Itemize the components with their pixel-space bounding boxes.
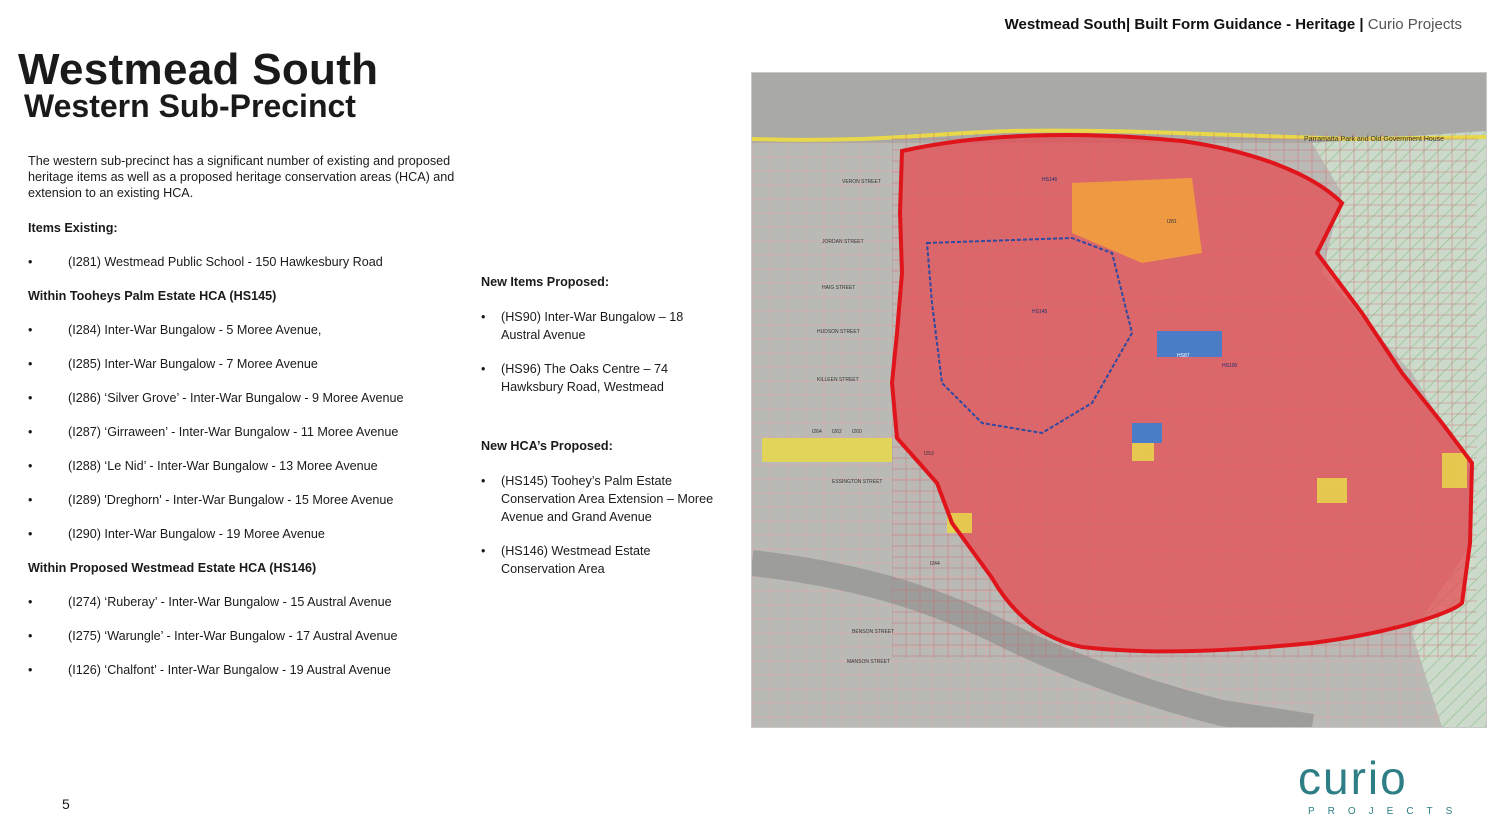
street-label: ESSINGTON STREET xyxy=(832,479,883,485)
street-label: JORDAN STREET xyxy=(822,239,864,245)
street-label: MANSON STREET xyxy=(847,659,891,665)
street-label: BENSON STREET xyxy=(852,629,895,635)
bullet: • xyxy=(28,459,33,473)
list-item xyxy=(28,456,478,490)
page-title: Westmead South xyxy=(18,45,379,94)
logo-sub: PROJECTS xyxy=(1308,806,1466,817)
logo-word: curio xyxy=(1298,752,1408,804)
curio-logo-svg xyxy=(1296,752,1466,818)
hs145-heading: Within Tooheys Palm Estate HCA (HS145) xyxy=(28,289,277,303)
list-item xyxy=(28,490,478,524)
intro-paragraph: The western sub-precinct has a significant number of existing and proposed heritage items as well as a proposed heritage conservation areas (HCA) and extension to an existing HCA. xyxy=(28,154,455,200)
list-item-text: (HS145) Toohey’s Palm Estate Conservation Area Extension – Moree Avenue and Grand Avenue xyxy=(501,474,714,524)
existing-item xyxy=(1317,478,1347,503)
item-label: I260 xyxy=(852,429,862,435)
bullet: • xyxy=(28,255,33,269)
bullet: • xyxy=(28,663,33,677)
header-separator: | xyxy=(1126,16,1131,33)
bullet: • xyxy=(28,629,33,643)
list-item xyxy=(28,354,478,388)
park-label: Parramatta Park and Old Government House xyxy=(1304,136,1445,143)
list-item-text: (HS90) Inter-War Bungalow – 18 Austral Avenue xyxy=(501,310,684,342)
list-item-text: (I287) ‘Girraween’ - Inter-War Bungalow - 11 Moree Avenue xyxy=(68,425,399,439)
bullet: • xyxy=(28,391,33,405)
list-item xyxy=(28,422,478,456)
list-item-text: (HS146) Westmead Estate Conservation Area xyxy=(501,544,651,576)
list-item-text: (I288) ‘Le Nid’ - Inter-War Bungalow - 13 Moree Avenue xyxy=(68,459,378,473)
bullet: • xyxy=(28,527,33,541)
item-label: HS100 xyxy=(1222,363,1238,369)
list-item xyxy=(28,592,478,626)
list-item xyxy=(28,660,478,694)
list-item-text: (I284) Inter-War Bungalow - 5 Moree Avenue, xyxy=(68,323,322,337)
list-item-text: (HS96) The Oaks Centre – 74 Hawksbury Road, Westmead xyxy=(501,362,669,394)
bullet: • xyxy=(28,323,33,337)
page-number: 5 xyxy=(62,796,70,812)
item-label: HS146 xyxy=(1042,177,1058,183)
header-separator: | xyxy=(1359,16,1364,33)
spacer xyxy=(481,412,721,436)
list-item xyxy=(28,626,478,660)
street-label: VERON STREET xyxy=(842,179,881,185)
heritage-map-svg xyxy=(752,73,1486,727)
list-item xyxy=(481,308,721,344)
list-item xyxy=(28,320,478,354)
bullet: • xyxy=(28,425,33,439)
heritage-map xyxy=(751,72,1487,728)
list-item-text: (I286) ‘Silver Grove’ - Inter-War Bungalow - 9 Moree Avenue xyxy=(68,391,404,405)
item-label: I264 xyxy=(812,429,822,435)
street-label: HUDSON STREET xyxy=(817,329,860,335)
list-item xyxy=(28,388,478,422)
list-item xyxy=(481,542,721,578)
item-hs100 xyxy=(1132,423,1162,443)
left-column xyxy=(28,218,478,694)
list-item xyxy=(28,524,478,558)
new-items-heading: New Items Proposed: xyxy=(481,275,610,289)
bullet: • xyxy=(28,357,33,371)
list-item-text: (I126) ‘Chalfont’ - Inter-War Bungalow - 19 Austral Avenue xyxy=(68,663,391,677)
new-hcas-heading: New HCA’s Proposed: xyxy=(481,439,613,453)
list-item-text: (I275) ‘Warungle’ - Inter-War Bungalow - 17 Austral Avenue xyxy=(68,629,398,643)
bullet: • xyxy=(28,595,33,609)
list-item-text: (I290) Inter-War Bungalow - 19 Moree Avenue xyxy=(68,527,325,541)
existing-item xyxy=(1132,443,1154,461)
item-label: I281 xyxy=(1167,219,1177,225)
item-label: HS87 xyxy=(1177,353,1190,359)
header-project: Westmead South xyxy=(1004,16,1127,33)
existing-item xyxy=(762,438,892,462)
list-item-text: (I281) Westmead Public School - 150 Hawkesbury Road xyxy=(68,255,383,269)
list-item-text: (I289) 'Dreghorn' - Inter-War Bungalow - 15 Moree Avenue xyxy=(68,493,394,507)
header-bar xyxy=(1005,16,1462,33)
header-company: Curio Projects xyxy=(1363,16,1462,33)
list-item-text: (I274) ‘Ruberay’ - Inter-War Bungalow - 15 Austral Avenue xyxy=(68,595,392,609)
middle-column xyxy=(481,272,721,594)
items-existing-heading: Items Existing: xyxy=(28,221,118,235)
list-item xyxy=(481,472,721,526)
header-doc-title: Built Form Guidance - Heritage xyxy=(1130,16,1360,33)
item-label: I262 xyxy=(832,429,842,435)
list-item-text: (I285) Inter-War Bungalow - 7 Moree Avenue xyxy=(68,357,318,371)
list-item xyxy=(28,252,478,286)
street-label: HAIG STREET xyxy=(822,285,856,291)
item-label: HS145 xyxy=(1032,309,1048,315)
page-subtitle: Western Sub-Precinct xyxy=(24,88,356,124)
bullet: • xyxy=(481,544,486,558)
bullet: • xyxy=(481,474,486,488)
curio-logo xyxy=(1296,752,1466,818)
existing-item xyxy=(1442,453,1467,488)
bullet: • xyxy=(481,362,486,376)
list-item xyxy=(481,360,721,396)
item-label: I244 xyxy=(930,561,940,567)
hs146-heading: Within Proposed Westmead Estate HCA (HS146) xyxy=(28,561,317,575)
bullet: • xyxy=(481,310,486,324)
street-label: KILLEEN STREET xyxy=(817,377,859,383)
item-label: I253 xyxy=(924,451,934,457)
bullet: • xyxy=(28,493,33,507)
